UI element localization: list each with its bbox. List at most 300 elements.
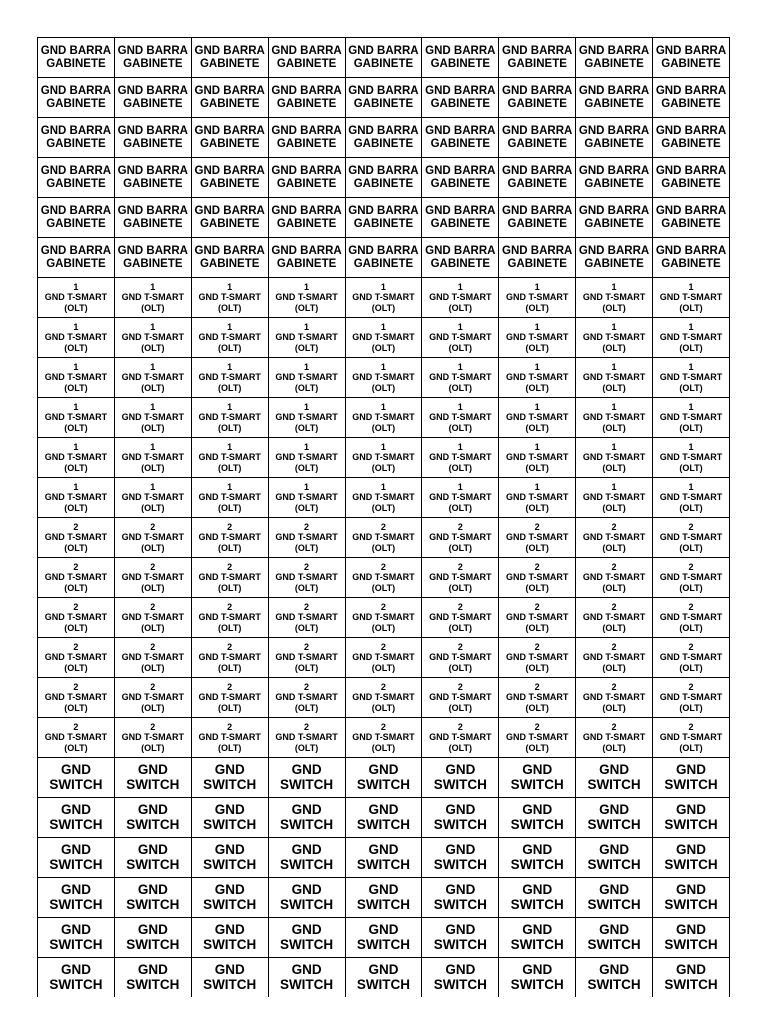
label-cell-barra	[422, 78, 499, 118]
label-line: GND T-SMART	[659, 572, 723, 583]
label-row	[38, 38, 730, 78]
label-line: 2	[227, 521, 233, 532]
label-line: (OLT)	[679, 302, 703, 313]
label-cell-tsmart	[114, 318, 191, 358]
label-line: GND T-SMART	[121, 652, 185, 663]
label-cell-tsmart	[268, 318, 345, 358]
label-line: GABINETE	[46, 177, 106, 190]
label-line: GND T-SMART	[659, 412, 723, 423]
label-line: 2	[73, 601, 79, 612]
label-line: GABINETE	[507, 217, 567, 230]
label-line: GABINETE	[199, 217, 260, 230]
label-cell-switch	[422, 878, 499, 918]
label-row	[38, 78, 730, 118]
label-line: 2	[380, 681, 386, 692]
label-line: (OLT)	[602, 342, 626, 353]
label-line: GND T-SMART	[429, 652, 492, 663]
label-line: SWITCH	[433, 936, 487, 952]
label-line: (OLT)	[218, 422, 242, 433]
label-cell-barra	[345, 198, 422, 238]
label-line: SWITCH	[203, 776, 257, 792]
label-line: (OLT)	[64, 502, 88, 513]
label-line: GND T-SMART	[582, 652, 646, 663]
label-cell-tsmart	[499, 398, 576, 438]
label-line: GND BARRA	[578, 44, 650, 57]
label-line: (OLT)	[64, 662, 88, 673]
label-line: (OLT)	[602, 422, 626, 433]
label-line: 2	[534, 721, 540, 732]
label-line: GND T-SMART	[429, 332, 492, 343]
label-cell-barra	[114, 78, 191, 118]
label-cell-tsmart	[576, 718, 653, 758]
label-cell-barra	[38, 198, 115, 238]
label-line: 1	[150, 361, 156, 372]
label-line: (OLT)	[525, 542, 549, 553]
label-line: 2	[457, 561, 463, 572]
label-line: 1	[150, 401, 156, 412]
label-sheet-body	[38, 38, 730, 998]
label-cell-tsmart	[191, 638, 268, 678]
label-cell-tsmart	[191, 358, 268, 398]
label-line: (OLT)	[141, 302, 165, 313]
label-line: SWITCH	[510, 896, 564, 912]
label-cell-tsmart	[422, 638, 499, 678]
label-line: (OLT)	[679, 582, 703, 593]
label-cell-tsmart	[499, 718, 576, 758]
label-line: GND T-SMART	[582, 692, 646, 703]
label-line: GND T-SMART	[505, 412, 569, 423]
label-cell-tsmart	[499, 438, 576, 478]
label-line: (OLT)	[679, 662, 703, 673]
label-line: GND	[676, 961, 706, 977]
label-cell-switch	[499, 758, 576, 798]
label-cell-tsmart	[268, 518, 345, 558]
label-line: GND	[599, 801, 630, 817]
label-cell-switch	[191, 798, 268, 838]
label-line: 1	[150, 321, 156, 332]
label-line: (OLT)	[371, 342, 396, 353]
label-line: (OLT)	[141, 582, 165, 593]
label-line: GND T-SMART	[429, 492, 492, 503]
label-line: (OLT)	[294, 662, 319, 673]
label-row	[38, 878, 730, 918]
label-line: 2	[611, 641, 617, 652]
label-cell-switch	[114, 758, 191, 798]
label-line: GND T-SMART	[352, 732, 415, 743]
label-line: GND T-SMART	[275, 452, 338, 463]
label-line: 2	[150, 681, 156, 692]
label-line: GND	[368, 801, 399, 817]
label-line: GND	[60, 921, 91, 937]
label-cell-switch	[499, 918, 576, 958]
label-line: GND T-SMART	[44, 452, 108, 463]
label-line: (OLT)	[371, 622, 396, 633]
label-cell-tsmart	[576, 278, 653, 318]
label-line: GND	[291, 841, 322, 857]
label-line: SWITCH	[356, 896, 411, 912]
label-line: (OLT)	[525, 422, 549, 433]
label-line: GND	[291, 881, 322, 897]
label-line: GABINETE	[199, 257, 260, 270]
label-cell-tsmart	[345, 638, 422, 678]
label-row	[38, 758, 730, 798]
label-line: GABINETE	[276, 257, 337, 270]
label-line: SWITCH	[510, 976, 564, 992]
label-cell-barra	[576, 38, 653, 78]
label-line: (OLT)	[602, 622, 626, 633]
label-cell-barra	[191, 158, 268, 198]
label-line: GND BARRA	[578, 124, 650, 137]
label-cell-tsmart	[191, 318, 268, 358]
label-line: (OLT)	[602, 302, 626, 313]
label-cell-barra	[38, 78, 115, 118]
label-cell-switch	[38, 838, 115, 878]
label-cell-tsmart	[191, 398, 268, 438]
label-cell-switch	[268, 958, 345, 998]
label-line: 2	[227, 561, 233, 572]
label-cell-barra	[345, 238, 422, 278]
label-line: 1	[688, 361, 694, 372]
label-cell-switch	[576, 878, 653, 918]
label-line: (OLT)	[679, 742, 703, 753]
label-line: 1	[73, 361, 79, 372]
label-cell-switch	[345, 758, 422, 798]
label-line: GABINETE	[661, 257, 721, 270]
label-line: SWITCH	[356, 976, 411, 992]
label-line: GND	[676, 881, 706, 897]
label-line: GND T-SMART	[121, 332, 185, 343]
label-line: (OLT)	[294, 542, 319, 553]
label-cell-tsmart	[499, 518, 576, 558]
label-line: 1	[304, 281, 310, 292]
label-line: (OLT)	[218, 382, 242, 393]
label-line: GND T-SMART	[198, 532, 261, 543]
label-line: (OLT)	[64, 742, 88, 753]
label-line: GND	[214, 961, 245, 977]
label-line: 1	[688, 321, 694, 332]
label-line: (OLT)	[448, 422, 472, 433]
label-cell-tsmart	[576, 318, 653, 358]
label-line: SWITCH	[279, 776, 334, 792]
label-line: 1	[611, 281, 617, 292]
label-cell-switch	[422, 958, 499, 998]
label-line: GND BARRA	[578, 204, 650, 217]
label-cell-tsmart	[499, 318, 576, 358]
label-line: SWITCH	[587, 816, 641, 832]
label-line: GND T-SMART	[582, 492, 646, 503]
label-line: (OLT)	[141, 502, 165, 513]
label-row	[38, 238, 730, 278]
label-line: GND T-SMART	[659, 532, 723, 543]
label-cell-tsmart	[114, 678, 191, 718]
label-line: GND T-SMART	[582, 372, 646, 383]
label-line: GND T-SMART	[121, 532, 185, 543]
label-cell-switch	[499, 958, 576, 998]
label-cell-switch	[345, 878, 422, 918]
label-line: GND T-SMART	[275, 652, 338, 663]
label-line: 2	[457, 601, 463, 612]
label-line: GND BARRA	[271, 204, 342, 217]
label-line: 1	[688, 441, 694, 452]
label-line: 1	[304, 361, 310, 372]
label-line: 2	[380, 561, 386, 572]
label-line: 1	[688, 281, 694, 292]
label-line: (OLT)	[679, 422, 703, 433]
label-line: GND BARRA	[271, 84, 342, 97]
label-line: GND	[522, 881, 553, 897]
label-cell-switch	[38, 878, 115, 918]
label-line: 2	[150, 561, 156, 572]
label-line: (OLT)	[141, 422, 165, 433]
label-cell-tsmart	[191, 558, 268, 598]
label-line: (OLT)	[371, 742, 396, 753]
label-cell-switch	[268, 758, 345, 798]
label-cell-barra	[422, 118, 499, 158]
label-line: GND T-SMART	[352, 332, 415, 343]
label-cell-tsmart	[576, 478, 653, 518]
label-cell-tsmart	[191, 518, 268, 558]
label-line: GND T-SMART	[659, 292, 723, 303]
label-line: 1	[227, 321, 233, 332]
label-cell-barra	[114, 198, 191, 238]
label-line: GABINETE	[46, 217, 106, 230]
label-line: GND T-SMART	[429, 572, 492, 583]
label-line: (OLT)	[141, 622, 165, 633]
label-line: (OLT)	[294, 462, 319, 473]
label-line: GND BARRA	[117, 204, 188, 217]
label-line: 1	[380, 361, 386, 372]
label-row	[38, 478, 730, 518]
label-line: GND T-SMART	[275, 532, 338, 543]
label-line: (OLT)	[218, 622, 242, 633]
label-line: 1	[304, 441, 310, 452]
label-cell-tsmart	[268, 558, 345, 598]
label-line: 2	[73, 561, 79, 572]
label-line: GND T-SMART	[121, 292, 185, 303]
label-line: GND	[599, 881, 630, 897]
label-cell-switch	[576, 758, 653, 798]
label-line: GND T-SMART	[275, 332, 338, 343]
label-cell-switch	[114, 918, 191, 958]
label-line: 1	[227, 361, 233, 372]
label-line: (OLT)	[294, 422, 319, 433]
label-line: 2	[380, 641, 386, 652]
label-line: GND	[599, 761, 630, 777]
label-line: (OLT)	[448, 342, 472, 353]
label-line: GND	[60, 961, 91, 977]
label-line: GND T-SMART	[659, 372, 723, 383]
label-cell-switch	[653, 838, 730, 878]
label-cell-tsmart	[576, 358, 653, 398]
label-line: GND T-SMART	[121, 692, 185, 703]
label-line: (OLT)	[141, 662, 165, 673]
label-cell-tsmart	[422, 678, 499, 718]
label-line: (OLT)	[448, 582, 472, 593]
label-line: (OLT)	[448, 502, 472, 513]
label-line: GABINETE	[46, 137, 106, 150]
label-line: GND T-SMART	[121, 572, 185, 583]
label-line: GABINETE	[276, 57, 337, 70]
label-cell-switch	[191, 878, 268, 918]
label-line: 2	[150, 521, 156, 532]
label-line: SWITCH	[664, 856, 718, 872]
label-line: 1	[611, 481, 617, 492]
label-line: GND	[214, 881, 245, 897]
label-line: SWITCH	[49, 856, 103, 872]
label-line: GND T-SMART	[659, 492, 723, 503]
label-line: 2	[304, 601, 310, 612]
label-line: GABINETE	[46, 97, 106, 110]
label-line: GND T-SMART	[198, 292, 261, 303]
label-cell-barra	[653, 38, 730, 78]
label-line: GND BARRA	[40, 84, 112, 97]
label-cell-tsmart	[422, 318, 499, 358]
label-line: GND BARRA	[40, 204, 112, 217]
label-line: SWITCH	[587, 776, 641, 792]
label-cell-tsmart	[38, 558, 115, 598]
label-cell-tsmart	[576, 518, 653, 558]
label-line: 2	[380, 721, 386, 732]
label-line: SWITCH	[356, 936, 411, 952]
label-line: GND T-SMART	[429, 412, 492, 423]
label-cell-tsmart	[268, 638, 345, 678]
label-cell-barra	[38, 238, 115, 278]
label-line: GABINETE	[353, 137, 414, 150]
label-cell-switch	[422, 918, 499, 958]
label-line: GND T-SMART	[582, 532, 646, 543]
label-line: (OLT)	[294, 342, 319, 353]
label-line: SWITCH	[203, 976, 257, 992]
label-line: GND	[445, 881, 476, 897]
label-line: GND T-SMART	[198, 412, 261, 423]
label-cell-switch	[345, 958, 422, 998]
label-line: GND T-SMART	[121, 372, 185, 383]
label-line: GABINETE	[661, 57, 721, 70]
label-line: GND BARRA	[425, 164, 496, 177]
label-line: SWITCH	[49, 976, 103, 992]
label-line: (OLT)	[371, 542, 396, 553]
label-line: 2	[688, 601, 694, 612]
label-line: GND	[599, 921, 630, 937]
label-line: (OLT)	[679, 342, 703, 353]
label-line: 1	[457, 441, 463, 452]
label-line: GND T-SMART	[44, 612, 108, 623]
label-cell-tsmart	[114, 558, 191, 598]
label-row	[38, 438, 730, 478]
label-line: SWITCH	[356, 776, 411, 792]
label-line: 2	[534, 561, 540, 572]
label-cell-tsmart	[499, 558, 576, 598]
label-row	[38, 358, 730, 398]
label-line: GABINETE	[123, 57, 183, 70]
label-line: 2	[73, 641, 79, 652]
label-line: SWITCH	[279, 896, 334, 912]
label-cell-barra	[576, 158, 653, 198]
label-line: GND BARRA	[117, 44, 188, 57]
label-line: GND	[214, 761, 245, 777]
label-cell-tsmart	[38, 518, 115, 558]
label-line: GND T-SMART	[505, 492, 569, 503]
label-line: GND BARRA	[348, 124, 419, 137]
label-line: (OLT)	[294, 382, 319, 393]
label-line: (OLT)	[64, 582, 88, 593]
label-cell-barra	[653, 78, 730, 118]
label-row	[38, 518, 730, 558]
label-line: GND BARRA	[502, 124, 573, 137]
label-line: GND BARRA	[502, 44, 573, 57]
label-line: GND BARRA	[578, 164, 650, 177]
label-line: GND	[522, 761, 553, 777]
label-line: 1	[150, 281, 156, 292]
label-line: GND BARRA	[117, 164, 188, 177]
label-line: (OLT)	[602, 662, 626, 673]
label-line: GND T-SMART	[505, 612, 569, 623]
label-line: GND BARRA	[502, 84, 573, 97]
label-cell-tsmart	[268, 398, 345, 438]
label-row	[38, 598, 730, 638]
label-line: GND T-SMART	[582, 732, 646, 743]
label-line: GABINETE	[123, 97, 183, 110]
label-line: (OLT)	[218, 662, 242, 673]
label-line: 2	[457, 681, 463, 692]
label-line: GND T-SMART	[505, 572, 569, 583]
label-cell-barra	[499, 78, 576, 118]
label-line: GND T-SMART	[352, 452, 415, 463]
label-line: (OLT)	[218, 582, 242, 593]
label-cell-switch	[422, 758, 499, 798]
label-line: GND	[445, 801, 476, 817]
label-line: (OLT)	[294, 742, 319, 753]
label-cell-tsmart	[499, 358, 576, 398]
label-line: GND T-SMART	[505, 452, 569, 463]
label-line: GND T-SMART	[659, 452, 723, 463]
label-line: GABINETE	[584, 217, 644, 230]
label-line: (OLT)	[141, 742, 165, 753]
label-cell-barra	[345, 158, 422, 198]
label-line: (OLT)	[64, 542, 88, 553]
label-cell-tsmart	[422, 438, 499, 478]
label-line: GABINETE	[507, 137, 567, 150]
label-line: GND T-SMART	[582, 292, 646, 303]
label-line: GND BARRA	[271, 244, 342, 257]
label-line: GND T-SMART	[505, 732, 569, 743]
label-line: GND T-SMART	[659, 652, 723, 663]
label-line: 1	[380, 441, 386, 452]
label-line: GND BARRA	[117, 124, 188, 137]
label-line: GND T-SMART	[505, 692, 569, 703]
label-line: (OLT)	[448, 542, 472, 553]
label-sheet	[37, 37, 730, 997]
label-line: GND	[445, 841, 476, 857]
label-line: SWITCH	[664, 816, 718, 832]
label-cell-tsmart	[653, 438, 730, 478]
label-row	[38, 198, 730, 238]
label-line: 1	[457, 361, 463, 372]
label-line: GABINETE	[123, 217, 183, 230]
label-line: GABINETE	[276, 217, 337, 230]
label-line: 1	[73, 401, 79, 412]
label-line: SWITCH	[279, 856, 334, 872]
label-line: 1	[73, 281, 79, 292]
label-line: GABINETE	[123, 177, 183, 190]
label-line: GND BARRA	[655, 124, 727, 137]
label-line: 1	[688, 401, 694, 412]
label-line: SWITCH	[587, 936, 641, 952]
label-cell-tsmart	[345, 558, 422, 598]
label-line: (OLT)	[141, 342, 165, 353]
label-line: GABINETE	[353, 217, 414, 230]
label-cell-barra	[268, 118, 345, 158]
